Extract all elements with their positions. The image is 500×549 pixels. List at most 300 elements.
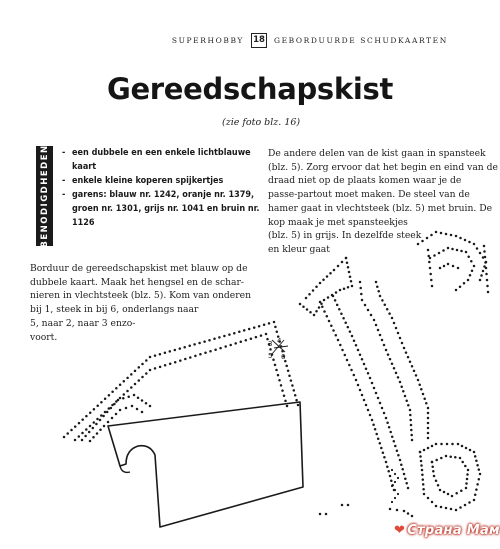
stitch-hole <box>413 370 416 373</box>
stitch-hole <box>348 364 351 367</box>
stitch-hole <box>435 505 438 508</box>
stitch-hole <box>455 492 458 495</box>
stitch-hole <box>117 399 120 402</box>
stitch-hole <box>344 321 347 324</box>
stitch-hole <box>389 508 392 511</box>
stitch-hole <box>454 456 457 459</box>
stitch-hole <box>319 301 322 304</box>
stitch-hole <box>463 282 466 285</box>
stitch-hole <box>126 390 129 393</box>
stitch-hole <box>405 351 408 354</box>
stitch-hole <box>248 328 251 331</box>
stitch-hole <box>337 339 340 342</box>
text-line: nieren in vlechtsteek (blz. 5). Kom van onderen <box>30 290 251 302</box>
stitch-hole <box>422 488 425 491</box>
stitch-hole <box>426 237 429 240</box>
stitch-hole <box>394 481 396 483</box>
stitch-hole <box>164 364 167 367</box>
stitch-hole <box>474 455 477 458</box>
stitch-hole <box>464 504 467 507</box>
stitch-hole <box>66 432 69 435</box>
stitch-hole <box>159 353 162 356</box>
stitch-hole <box>420 464 423 467</box>
stitch-hole <box>347 286 350 289</box>
stitch-hole <box>371 419 374 422</box>
stitch-hole <box>136 408 139 411</box>
stitch-hole <box>110 407 113 410</box>
stitch-hole <box>410 424 413 427</box>
stitch-hole <box>346 261 349 264</box>
stitch-hole <box>396 509 399 512</box>
stitch-hole <box>409 419 412 422</box>
stitch-hole <box>96 432 99 435</box>
stitch-hole <box>405 482 408 485</box>
stitch-hole <box>209 350 212 353</box>
stitch-hole <box>339 289 342 292</box>
stitch-hole <box>286 405 289 408</box>
stitch-hole <box>375 281 378 284</box>
stitch-hole <box>363 399 366 402</box>
stitch-hole <box>404 477 407 480</box>
stitch-hole <box>353 374 356 377</box>
stitch-hole <box>389 431 392 434</box>
stitch-hole <box>410 434 413 437</box>
stitch-hole <box>459 457 462 460</box>
stitch-hole <box>377 329 380 332</box>
stitch-hole <box>391 362 394 365</box>
stitch-hole <box>430 279 433 282</box>
stitch-hole <box>393 322 396 325</box>
stitch-holes <box>63 231 490 518</box>
stitch-hole <box>115 413 118 416</box>
stitch-hole <box>204 352 207 355</box>
stitch-hole <box>154 367 157 370</box>
text-line: Borduur de gereedschapskist met blauw op de <box>30 263 248 274</box>
stitch-hole <box>449 455 452 458</box>
stitch-hole <box>218 336 221 339</box>
stitch-hole <box>385 417 388 420</box>
stitch-hole <box>383 412 386 415</box>
stitch-hole <box>486 279 489 282</box>
stitch-hole <box>468 501 471 504</box>
text-line: 5, naar 2, naar 3 enzo- <box>30 317 136 329</box>
stitch-hole <box>459 285 462 288</box>
stitch-hole <box>363 363 366 366</box>
stitch-hole <box>228 333 231 336</box>
stitch-hole <box>339 344 342 347</box>
stitch-hole <box>485 267 488 270</box>
stitch-hole <box>391 501 393 503</box>
stitch-hole <box>410 429 413 432</box>
stitch-hole <box>487 291 490 294</box>
stitch-hole <box>240 341 243 344</box>
stitch-hole <box>432 470 435 473</box>
stitch-hole <box>327 296 330 299</box>
stitch-hole <box>479 252 482 255</box>
stitch-hole <box>260 334 263 337</box>
stitch-hole <box>285 365 288 368</box>
stitch-hole <box>395 327 398 330</box>
stitch-hole <box>95 423 98 426</box>
stitch-hole <box>473 499 476 502</box>
stitch-hole <box>272 358 275 361</box>
stitch-hole <box>134 370 137 373</box>
stitch-hole <box>280 384 283 387</box>
stitch-hole <box>391 435 394 438</box>
stitch-hole <box>274 364 277 367</box>
stitch-hole <box>427 497 430 500</box>
stitch-hole <box>419 455 422 458</box>
stitch-hole <box>372 423 375 426</box>
stitch-hole <box>409 414 412 417</box>
stitch-hole <box>193 343 196 346</box>
stitch-hole <box>375 324 378 327</box>
hinge-number: 4 <box>277 337 282 345</box>
stitch-hole <box>427 427 430 430</box>
stitch-hole <box>431 285 434 288</box>
stitch-hole <box>353 339 356 342</box>
stitch-hole <box>268 322 271 325</box>
stitch-hole <box>470 260 473 263</box>
stitch-hole <box>482 270 485 273</box>
stitch-hole <box>234 342 237 345</box>
stitch-hole <box>360 293 363 296</box>
stitch-hole <box>198 342 201 345</box>
stitch-hole <box>328 320 331 323</box>
stitch-hole <box>281 389 284 392</box>
stitch-hole <box>326 315 329 318</box>
stitch-hole <box>319 513 322 516</box>
stitch-hole <box>295 399 298 402</box>
stitch-hole <box>99 429 102 432</box>
stitch-hole <box>383 456 386 459</box>
stitch-hole <box>367 409 370 412</box>
stitch-hole <box>393 367 396 370</box>
stitch-hole <box>102 415 105 418</box>
stitch-hole <box>347 266 350 269</box>
stitch-hole <box>332 329 335 332</box>
stitch-hole <box>427 249 430 252</box>
stitch-hole <box>387 353 390 356</box>
stitch-hole <box>174 349 177 352</box>
stitch-hole <box>418 383 421 386</box>
stitch-hole <box>403 347 406 350</box>
stitch-hole <box>464 239 467 242</box>
stitch-hole <box>486 285 489 288</box>
stitch-hole <box>431 445 434 448</box>
stitch-hole <box>347 326 350 329</box>
stitch-hole <box>169 350 172 353</box>
stitch-hole <box>430 234 433 237</box>
stitch-hole <box>297 404 300 407</box>
stitch-hole <box>213 338 216 341</box>
stitch-hole <box>383 344 386 347</box>
stitch-hole <box>199 353 202 356</box>
stitch-hole <box>319 282 322 285</box>
stitch-hole <box>223 335 226 338</box>
stitch-hole <box>431 461 434 464</box>
stitch-hole <box>287 370 290 373</box>
stitch-hole <box>465 482 468 485</box>
stitch-hole <box>397 454 400 457</box>
stitch-hole <box>348 271 351 274</box>
stitch-hole <box>107 421 110 424</box>
stitch-hole <box>334 299 337 302</box>
stitch-hole <box>313 314 316 317</box>
stitch-hole <box>389 358 392 361</box>
stitch-hole <box>284 400 287 403</box>
stitch-hole <box>133 394 136 397</box>
stitch-hole <box>370 314 373 317</box>
stitch-hole <box>74 425 77 428</box>
stitch-hole <box>397 493 399 495</box>
stitch-hole <box>369 377 372 380</box>
stitch-hole <box>164 352 167 355</box>
stitch-hole <box>130 373 133 376</box>
stitch-hole <box>326 275 329 278</box>
stitch-hole <box>123 393 126 396</box>
stitch-hole <box>342 317 345 320</box>
stitch-hole <box>479 279 482 282</box>
stitch-hole <box>379 442 382 445</box>
stitch-hole <box>380 447 383 450</box>
stitch-hole <box>367 309 370 312</box>
stitch-hole <box>484 261 487 264</box>
stitch-hole <box>456 249 459 252</box>
stitch-hole <box>159 366 162 369</box>
stitch-hole <box>467 469 470 472</box>
watermark <box>394 523 500 538</box>
stitch-hole <box>427 412 430 415</box>
stitch-hole <box>427 422 430 425</box>
stitch-hole <box>149 405 152 408</box>
stitch-hole <box>330 325 333 328</box>
stitch-hole <box>341 504 344 507</box>
materials-item: - garens: blauw nr. 1242, oranje nr. 1379, groen nr. 1301, grijs nr. 1041 en bruin nr. 1126 <box>62 188 262 230</box>
stitch-hole <box>476 464 479 467</box>
stitch-hole <box>361 299 364 302</box>
stitch-hole <box>183 346 186 349</box>
stitch-hole <box>126 377 129 380</box>
stitch-hole <box>443 265 446 268</box>
stitch-hole <box>423 493 426 496</box>
stitch-hole <box>375 392 378 395</box>
text-line: draad niet op de plaats komen waar je de <box>268 175 462 187</box>
stitch-hole <box>341 349 344 352</box>
stitch-hole <box>357 384 360 387</box>
stitch-hole <box>407 356 410 359</box>
stitch-hole <box>420 460 423 463</box>
stitch-hole <box>439 267 442 270</box>
stitch-hole <box>138 379 141 382</box>
stitch-hole <box>145 402 148 405</box>
stitch-hole <box>355 379 358 382</box>
stitch-hole <box>428 261 431 264</box>
stitch-hole <box>445 455 448 458</box>
stitch-hole <box>427 417 430 420</box>
stitch-hole <box>389 475 392 478</box>
stitch-hole <box>485 273 488 276</box>
text-line: De andere delen van de kist gaan in spansteek <box>268 148 486 159</box>
stitch-hole <box>274 326 277 329</box>
stitch-hole <box>411 515 414 518</box>
stitch-hole <box>402 390 405 393</box>
stitch-hole <box>431 465 434 468</box>
stitch-hole <box>411 365 414 368</box>
stitch-hole <box>341 261 344 264</box>
stitch-hole <box>468 241 471 244</box>
stitch-hole <box>386 465 389 468</box>
stitch-hole <box>104 411 107 414</box>
text-line: voort. <box>30 331 58 343</box>
stitch-hole <box>141 399 144 402</box>
stitch-hole <box>427 432 430 435</box>
stitch-hole <box>208 339 211 342</box>
stitch-hole <box>373 387 376 390</box>
stitch-hole <box>131 405 134 408</box>
stitch-hole <box>475 460 478 463</box>
stitch-hole <box>149 369 152 372</box>
stitch-hole <box>92 436 95 439</box>
stitch-hole <box>399 381 402 384</box>
stitch-hole <box>377 290 380 293</box>
stitch-hole <box>122 397 125 400</box>
stitch-hole <box>420 388 423 391</box>
stitch-hole <box>347 504 350 507</box>
stitch-hole <box>78 435 81 438</box>
stitch-hole <box>419 451 422 454</box>
stitch-hole <box>134 383 137 386</box>
stitch-hole <box>399 337 402 340</box>
stitch-hole <box>451 443 454 446</box>
stitch-hole <box>263 324 266 327</box>
materials-item: - een dubbele en een enkele lichtblauwe kaart <box>62 146 262 174</box>
stitch-hole <box>288 374 291 377</box>
stitch-hole <box>219 347 222 350</box>
stitch-hole <box>429 273 432 276</box>
stitch-hole <box>89 425 92 428</box>
stitch-hole <box>291 384 294 387</box>
stitch-hole <box>106 411 109 414</box>
stitch-hole <box>405 399 408 402</box>
stitch-hole <box>346 359 349 362</box>
stitch-hole <box>275 369 278 372</box>
stitch-hole <box>108 394 111 397</box>
stitch-hole <box>70 429 73 432</box>
stitch-hole <box>409 360 412 363</box>
stitch-hole <box>238 331 241 334</box>
stitch-hole <box>123 380 126 383</box>
stitch-hole <box>351 285 354 288</box>
stitch-hole <box>476 247 479 250</box>
stitch-hole <box>407 404 410 407</box>
stitch-hole <box>435 479 438 482</box>
stitch-hole <box>335 291 338 294</box>
stitch-hole <box>435 443 438 446</box>
stitch-hole <box>466 473 469 476</box>
stitch-hole <box>394 497 396 499</box>
stitch-hole <box>312 289 315 292</box>
stitch-hole <box>111 417 114 420</box>
stitch-hole <box>365 367 368 370</box>
stitch-hole <box>369 414 372 417</box>
stitch-hole <box>483 250 486 253</box>
stitch-hole <box>464 465 467 468</box>
stitch-hole <box>375 433 378 436</box>
stitch-hole <box>460 250 463 253</box>
stitch-hole <box>315 310 318 313</box>
stitch-hole <box>442 249 445 252</box>
stitch-hole <box>438 252 441 255</box>
heart-icon: ❤ <box>394 523 406 538</box>
stitch-hole <box>113 403 116 406</box>
stitch-hole <box>265 333 268 336</box>
stitch-hole <box>425 402 428 405</box>
stitch-hole <box>427 255 430 258</box>
stitch-hole <box>460 489 463 492</box>
stitch-hole <box>401 342 404 345</box>
stitch-hole <box>379 402 382 405</box>
stitch-hole <box>386 421 389 424</box>
stitch-hole <box>255 336 258 339</box>
stitch-hole <box>427 447 430 450</box>
stitch-hole <box>318 306 321 309</box>
stitch-hole <box>447 247 450 250</box>
stitch-hole <box>433 475 436 478</box>
toolbox-outline <box>108 402 303 527</box>
stitch-hole <box>385 349 388 352</box>
stitch-hole <box>100 414 103 417</box>
running-head-chapter: GEBORDUURDE SCHUDKAARTEN <box>274 36 448 45</box>
stitch-hole <box>293 389 296 392</box>
stitch-hole <box>367 372 370 375</box>
stitch-hole <box>377 437 380 440</box>
stitch-hole <box>422 478 425 481</box>
stitch-hole <box>349 330 352 333</box>
stitch-hole <box>417 243 420 246</box>
stitch-hole <box>294 394 297 397</box>
stitch-hole <box>96 418 99 421</box>
stitch-hole <box>440 457 443 460</box>
stitch-hole <box>355 344 358 347</box>
stitch-hole <box>467 255 470 258</box>
stitch-hole <box>81 439 84 442</box>
stitch-hole <box>479 473 482 476</box>
stitch-hole <box>141 411 144 414</box>
stitch-hole <box>421 474 424 477</box>
stitch-hole <box>388 312 391 315</box>
text-line: bij 1, steek in bij 6, onderlangs naar <box>30 304 199 316</box>
stitch-hole <box>386 308 389 311</box>
stitch-hole <box>439 489 442 492</box>
stitch-hole <box>224 345 227 348</box>
stitch-hole <box>461 461 464 464</box>
stitch-hole <box>455 235 458 238</box>
text-line: en kleur gaat <box>268 243 330 255</box>
stitch-hole <box>96 404 99 407</box>
stitch-hole <box>429 267 432 270</box>
stitch-hole <box>335 334 338 337</box>
stitch-hole <box>145 359 148 362</box>
stitch-hole <box>399 459 402 462</box>
stitch-hole <box>393 440 396 443</box>
stitch-hole <box>336 304 339 307</box>
stitch-hole <box>474 494 477 497</box>
stitch-hole <box>130 386 133 389</box>
stitch-hole <box>409 409 412 412</box>
toolbox-hinge-notch <box>120 466 130 472</box>
stitch-hole <box>250 337 253 340</box>
